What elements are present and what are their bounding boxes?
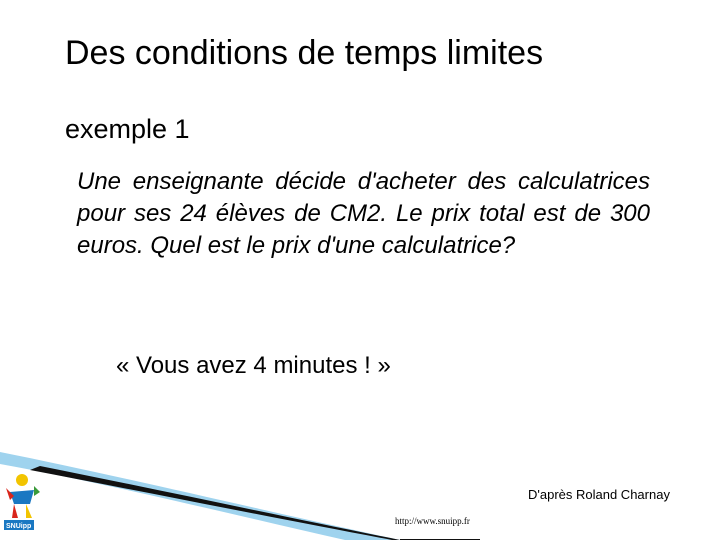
- swoosh-light-band: [0, 452, 400, 540]
- logo-head: [16, 474, 28, 486]
- logo-right-arm: [34, 486, 40, 496]
- source-url[interactable]: http://www.snuipp.fr: [395, 516, 470, 526]
- logo-body: [10, 490, 34, 504]
- slide-title: Des conditions de temps limites: [65, 34, 544, 72]
- logo-left-leg: [12, 504, 18, 518]
- credit-text: D'après Roland Charnay: [528, 487, 670, 502]
- slide-subtitle: exemple 1: [65, 114, 190, 144]
- timer-text: « Vous avez 4 minutes ! »: [116, 352, 391, 379]
- problem-text: Une enseignante décide d'acheter des calculatrices pour ses 24 élèves de CM2. Le prix total est de 300 euros. Quel est le prix d'une calculatrice?: [77, 168, 650, 259]
- snuipp-logo: [0, 472, 40, 540]
- logo-right-leg: [26, 504, 32, 518]
- logo-wordmark: SNUipp: [6, 523, 32, 530]
- swoosh-dark-band: [30, 466, 400, 540]
